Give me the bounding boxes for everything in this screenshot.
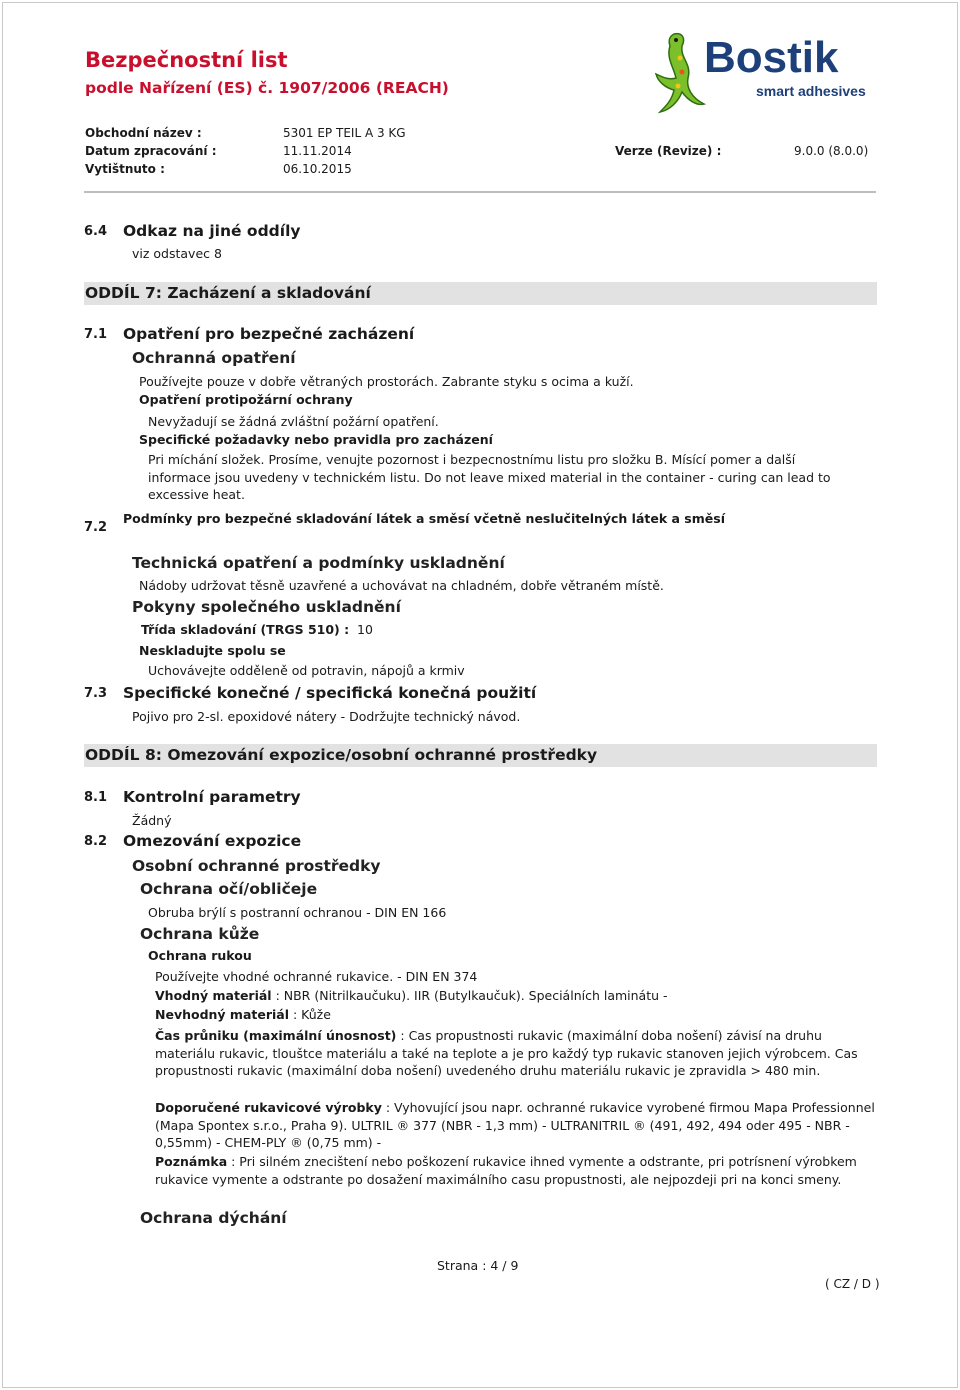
bostik-logo bbox=[652, 28, 872, 118]
subheading-respiratory-protection: Ochrana dýchání bbox=[140, 1209, 287, 1227]
version: 9.0.0 (8.0.0) bbox=[794, 144, 869, 158]
text-hand-protection: Používejte vhodné ochranné rukavice. - DIN EN 374 bbox=[155, 969, 478, 984]
subheading-technical-measures: Technická opatření a podmínky uskladnění bbox=[132, 554, 505, 572]
unsuitable-material-label: Nevhodný materiál bbox=[155, 1007, 290, 1022]
suitable-material-label: Vhodný materiál bbox=[155, 988, 272, 1003]
text-protective-measures: Používejte pouze v dobře větraných prostorách. Zabrante styku s ocima a kuží. bbox=[139, 374, 634, 389]
subheading-eye-protection: Ochrana očí/obličeje bbox=[140, 880, 318, 898]
suitable-material bbox=[155, 987, 880, 1005]
section-number: 8.1 bbox=[84, 790, 108, 805]
subheading-handling-rules: Specifické požadavky nebo pravidla pro zacházení bbox=[139, 432, 493, 447]
glove-note bbox=[155, 1153, 880, 1188]
storage-class-label: Třída skladování (TRGS 510) : bbox=[141, 622, 350, 637]
subheading-do-not-store-with: Neskladujte spolu se bbox=[139, 643, 286, 658]
breakthrough-time-label: Čas průniku (maximální únosnost) bbox=[155, 1028, 397, 1043]
gecko-icon bbox=[656, 34, 704, 112]
heading-8-2: Omezování expozice bbox=[123, 832, 302, 850]
recommended-gloves-text: : Vyhovující jsou napr. ochranné rukavice vyrobené firmou Mapa Professionnel (Mapa Spontex s.r.o., Praha 9). ULTRIL ® 377 (NBR - 1,3 mm) - ULTRANITRIL ® (491, 492, 494 oder 495 - NBR - 0,55mm) - CHEM-PLY ® (0,75 mm) - bbox=[155, 1100, 875, 1150]
date-prepared: 11.11.2014 bbox=[283, 144, 352, 158]
unsuitable-material-text: : Kůže bbox=[289, 1007, 331, 1022]
text-7-3: Pojivo pro 2-sl. epoxidové nátery - Dodržujte technický návod. bbox=[132, 709, 521, 724]
heading-7-3: Specifické konečné / specifická konečná použití bbox=[123, 684, 537, 702]
subheading-skin-protection: Ochrana kůže bbox=[140, 925, 260, 943]
document-subtitle: podle Nařízení (ES) č. 1907/2006 (REACH) bbox=[85, 79, 449, 97]
printed: 06.10.2015 bbox=[283, 162, 352, 176]
version-label: Verze (Revize) : bbox=[615, 144, 722, 158]
trade-name: 5301 EP TEIL A 3 KG bbox=[283, 126, 406, 140]
recommended-gloves bbox=[155, 1099, 880, 1152]
header-rule bbox=[84, 191, 876, 193]
breakthrough-time-text: : Cas propustnosti rukavic (maximální doba nošení) závisí na druhu materiálu rukavic, tlouštce materiálu a také na teplote a je pro každý typ rukavic stanoven jejich výrobcem. Cas propustnosti rukavic (maximální doba nošení) uvedeného druhu materiálu rukavic je zpravidla > 480 min. bbox=[155, 1028, 858, 1078]
unsuitable-material bbox=[155, 1006, 880, 1024]
logo-tagline: smart adhesives bbox=[756, 83, 866, 99]
text-handling-rules: Pri míchání složek. Prosíme, venujte pozornost i bezpecnostnímu listu pro složku B. Mísící pomer a další informace jsou uvedeny v technickém listu. Do not leave mixed material in the container - curing can lead to excessive heat. bbox=[148, 452, 831, 502]
heading-7-1: Opatření pro bezpečné zacházení bbox=[123, 325, 415, 343]
text-fire-protection: Nevyžadují se žádná zvláštní požární opatření. bbox=[148, 414, 439, 429]
text-eye-protection: Obruba brýlí s postranní ochranou - DIN EN 166 bbox=[148, 905, 447, 920]
suitable-material-text: : NBR (Nitrilkaučuku). IIR (Butylkaučuk). Speciálních laminátu - bbox=[271, 988, 668, 1003]
printed-label: Vytištnuto : bbox=[85, 162, 165, 176]
text-8-1: Žádný bbox=[132, 813, 172, 828]
heading-8-1: Kontrolní parametry bbox=[123, 788, 301, 806]
page-number: Strana : 4 / 9 bbox=[437, 1258, 519, 1273]
glove-note-label: Poznámka bbox=[155, 1154, 228, 1169]
section-number: 7.1 bbox=[84, 327, 108, 342]
text-technical-measures: Nádoby udržovat těsně uzavřené a uchovávat na chladném, dobře větraném místě. bbox=[139, 578, 664, 593]
section-8-bar: ODDÍL 8: Omezování expozice/osobní ochranné prostředky bbox=[84, 744, 877, 767]
section-number: 6.4 bbox=[84, 224, 108, 239]
subheading-joint-storage: Pokyny společného uskladnění bbox=[132, 598, 401, 616]
storage-class-value: 10 bbox=[357, 622, 373, 637]
heading-6-4: Odkaz na jiné oddíly bbox=[123, 222, 301, 240]
subheading-ppe: Osobní ochranné prostředky bbox=[132, 857, 381, 875]
breakthrough-time bbox=[155, 1027, 877, 1080]
document-title: Bezpečnostní list bbox=[85, 48, 288, 72]
text-do-not-store-with: Uchovávejte odděleně od potravin, nápojů a krmiv bbox=[148, 663, 465, 678]
logo-brand: Bostik bbox=[704, 33, 839, 82]
section-7-bar: ODDÍL 7: Zacházení a skladování bbox=[84, 282, 877, 305]
trade-name-label: Obchodní název : bbox=[85, 126, 202, 140]
subheading-protective-measures: Ochranná opatření bbox=[132, 349, 296, 367]
text-6-4: viz odstavec 8 bbox=[132, 246, 222, 261]
section-number: 7.3 bbox=[84, 686, 108, 701]
locale-code: ( CZ / D ) bbox=[825, 1277, 880, 1291]
section-number: 8.2 bbox=[84, 834, 108, 849]
subheading-fire-protection: Opatření protipožární ochrany bbox=[139, 392, 353, 407]
date-prepared-label: Datum zpracování : bbox=[85, 144, 217, 158]
recommended-gloves-label: Doporučené rukavicové výrobky bbox=[155, 1100, 382, 1115]
heading-7-2: Podmínky pro bezpečné skladování látek a směsí včetně neslučitelných látek a směsí bbox=[123, 511, 725, 526]
subheading-hand-protection: Ochrana rukou bbox=[148, 948, 252, 963]
glove-note-text: : Pri silném znecištení nebo poškození rukavice ihned vymente a odstrante, pri potrísnení výrobkem rukavice vymente a odstrante po dosažení maximálního casu propustnosti, ale nejpozdeji pri na konci smeny. bbox=[155, 1154, 857, 1187]
section-number: 7.2 bbox=[84, 520, 108, 535]
